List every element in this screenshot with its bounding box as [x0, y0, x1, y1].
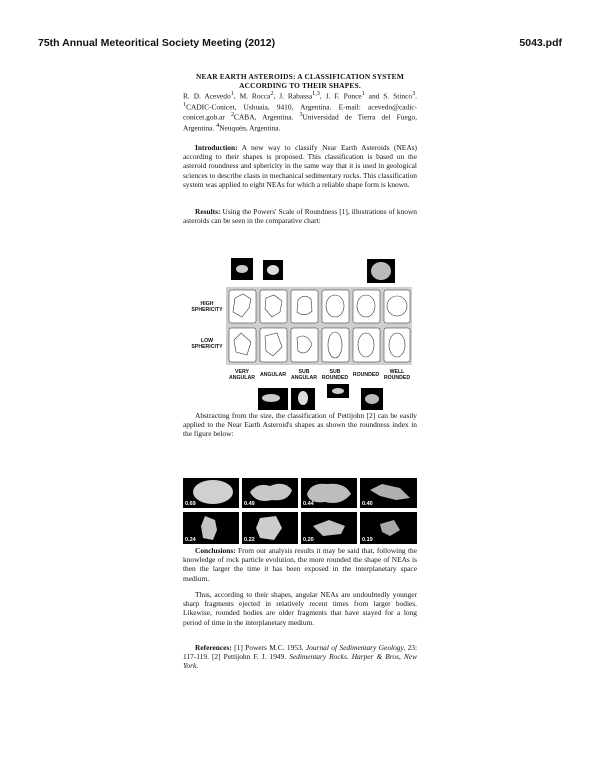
abstract-number: 5043.pdf	[519, 37, 562, 49]
conclusions-heading: Conclusions:	[195, 546, 236, 555]
results-heading: Results:	[195, 207, 221, 216]
asteroid-photo	[183, 512, 239, 544]
roundness-chart-graphic	[183, 256, 417, 412]
roundness-index-label: 0.24	[185, 537, 196, 543]
asteroid-photo	[242, 512, 298, 544]
asteroid-photo	[301, 512, 357, 544]
roundness-index-label: 0.40	[362, 501, 373, 507]
asteroid-photo	[360, 512, 417, 544]
references-paragraph: References: [1] Powers M.C. 1953. Journal of Sedimentary Geology, 23: 117-119. [2] Pettijohn F. J. 1949. Sedimentary Rocks. Harper & Bros, New York.	[183, 643, 418, 671]
high-sphericity-label: HIGH SPHERICITY	[191, 301, 223, 313]
roundness-chart-figure	[183, 256, 417, 412]
roundness-index-label: 0.44	[303, 501, 314, 507]
asteroid-photo	[242, 478, 298, 508]
roundness-index-label: 0.49	[244, 501, 255, 507]
thus-paragraph: Thus, according to their shapes, angular NEAs are undoubtedly younger sharp fragments ejected in relatively recent times from larger bodies. Likewise, rounded bodies are older fragments that have stayed for a long period of time in the interplanetary medium.	[183, 590, 417, 627]
conclusions-paragraph: Conclusions: From our analysis results it may be said that, following the knowledge of rock particle evolution, the more rounded the shape of NEAs is then the larger the time it has been exposed in the interplanetary space medium.	[183, 546, 417, 583]
asteroid-photo	[301, 478, 357, 508]
column-label-sub-angular: SUB ANGULAR	[291, 369, 317, 381]
column-label-very-angular: VERY ANGULAR	[229, 369, 255, 381]
asteroid-photo	[360, 478, 417, 508]
column-label-well-rounded: WELL ROUNDED	[383, 369, 411, 381]
pettijohn-paragraph: Abstracting from the size, the classification of Pettijohn [2] can be easily applied to the Near Earth Asteroid's shapes as shown the roundness index in the figure below:	[183, 411, 417, 439]
column-label-sub-rounded: SUB ROUNDED	[321, 369, 349, 381]
roundness-index-label: 0.69	[185, 501, 196, 507]
roundness-index-label: 0.22	[244, 537, 255, 543]
asteroid-thumbnail-shape	[236, 265, 248, 273]
asteroid-thumbnail-shape	[267, 265, 279, 275]
introduction-heading: Introduction:	[195, 143, 238, 152]
paper-title: NEAR EARTH ASTEROIDS: A CLASSIFICATION SYSTEM ACCORDING TO THEIR SHAPES.	[196, 72, 404, 90]
references-heading: References:	[195, 643, 232, 652]
results-paragraph: Results: Using the Powers' Scale of Roundness [1], illustrations of known asteroids can be seen in the comparative chart:	[183, 207, 417, 226]
asteroid-thumbnail-shape	[371, 262, 391, 280]
column-label-rounded: ROUNDED	[352, 372, 380, 378]
introduction-paragraph: Introduction: A new way to classify Near Earth Asteroids (NEAs) according to their shapes is proposed. This classification is based on the asteroid roundness and sphericity in the same way that it is used in geological sciences to describe clasts in mechanical sedimentary rocks. This classification system was applied to eight NEAs for which a reliable shape form is known.	[183, 143, 417, 189]
low-sphericity-label: LOW SPHERICITY	[191, 338, 223, 350]
asteroid-photo	[183, 478, 239, 508]
conference-header: 75th Annual Meteoritical Society Meeting (2012)	[38, 37, 276, 49]
roundness-index-figure	[183, 478, 417, 544]
roundness-index-label: 0.20	[303, 537, 314, 543]
column-label-angular: ANGULAR	[260, 372, 286, 378]
authors-affiliations: R. D. Acevedo$^1$, M. Rocca$^2$, J. Rabassa$^{1,3}$, J. F. Ponce$^1$ and S. Stinco$^3$. $^1$CADIC-Conicet, Ushuaia, 9410, Argentina. E-mail: acevedo@cadic-conicet.gob.ar $^2$CABA, Argentina. $^3$Universidad de Tierra del Fuego, Argentina. $^4$Neuquén, Argentina.	[183, 91, 417, 133]
roundness-index-label: 0.19	[362, 537, 373, 543]
